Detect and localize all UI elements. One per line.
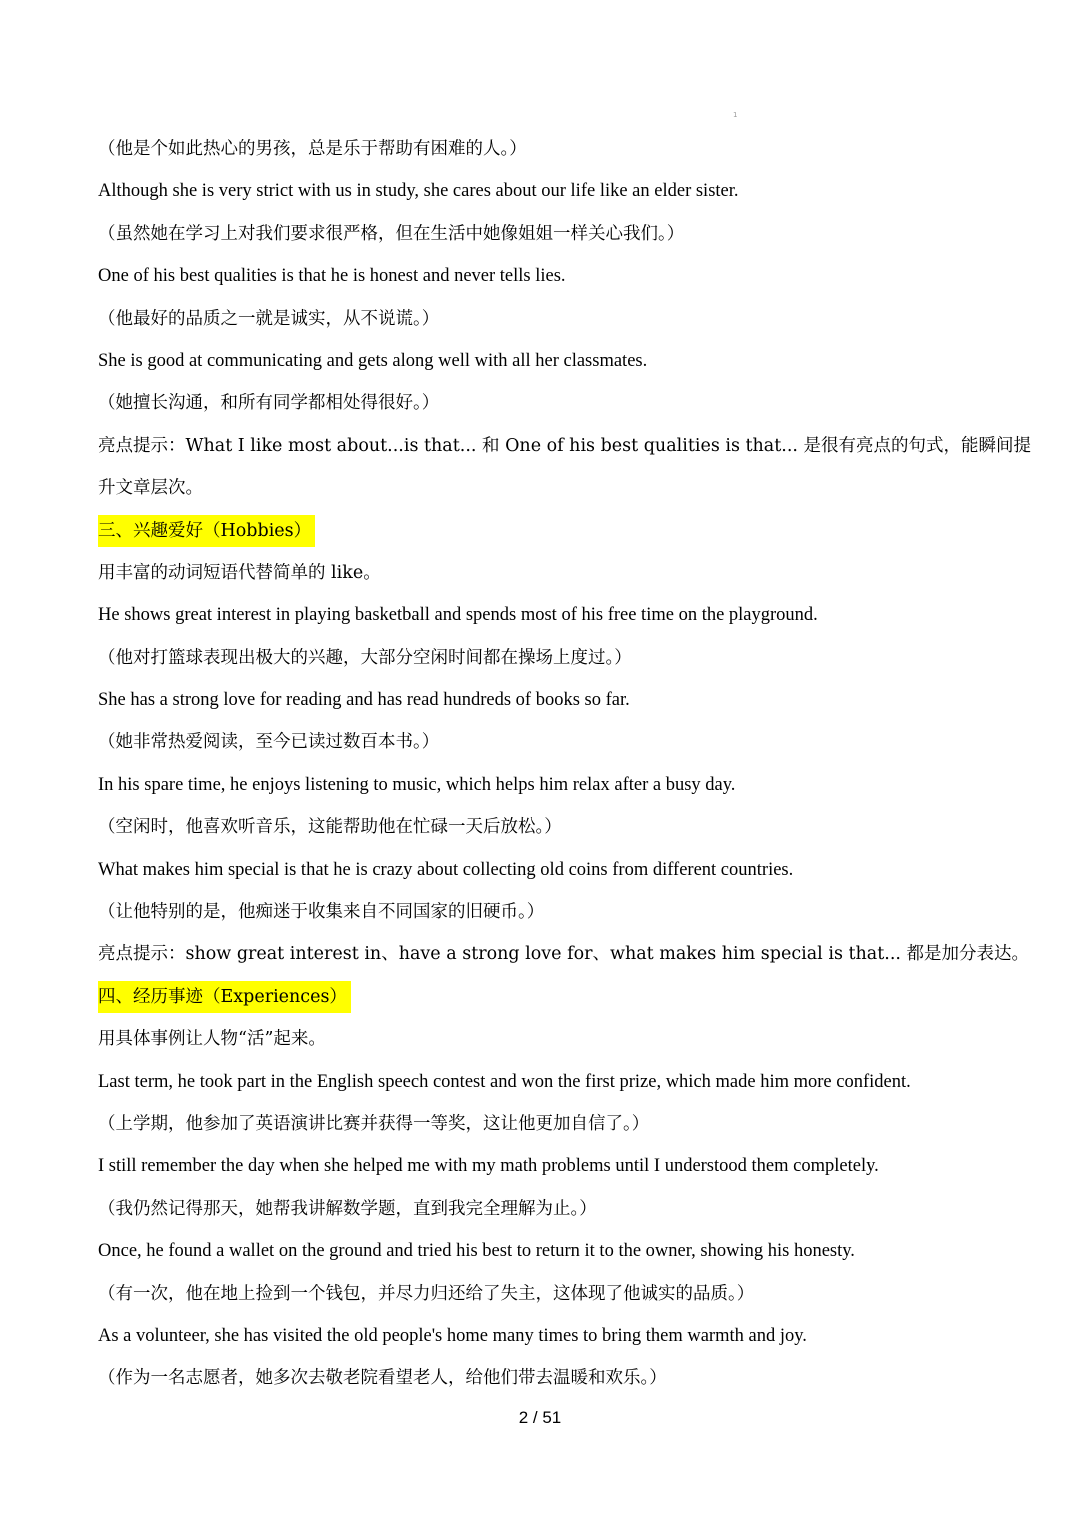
example-sentence: I still remember the day when she helped me with my math problems until I understood them completely. — [98, 1156, 879, 1177]
page-number: 2 / 51 — [518, 1408, 562, 1427]
section-heading-text: 四、经历事迹（Experiences） — [98, 981, 351, 1013]
translation-line: （她非常热爱阅读，至今已读过数百本书。） — [98, 732, 440, 753]
translation-line: （我仍然记得那天，她帮我讲解数学题，直到我完全理解为止。） — [98, 1198, 597, 1219]
example-sentence: She is good at communicating and gets along well with all her classmates. — [98, 350, 648, 371]
translation-line: （空闲时，他喜欢听音乐，这能帮助他在忙碌一天后放松。） — [98, 817, 562, 838]
section-heading-experiences — [98, 976, 998, 1018]
translation-line: （他是个如此热心的男孩，总是乐于帮助有困难的人。） — [98, 139, 527, 159]
example-sentence: What makes him special is that he is crazy about collecting old coins from different countries. — [98, 859, 794, 880]
translation-line: （有一次，他在地上捡到一个钱包，并尽力归还给了失主，这体现了他诚实的品质。） — [98, 1283, 755, 1304]
translation-line: （让他特别的是，他痴迷于收集来自不同国家的旧硬币。） — [98, 902, 545, 923]
corner-mark: 1 — [733, 111, 738, 119]
example-sentence: One of his best qualities is that he is honest and never tells lies. — [98, 266, 566, 287]
section-heading-text: 三、兴趣爱好（Hobbies） — [98, 515, 315, 547]
example-sentence: In his spare time, he enjoys listening to music, which helps him relax after a busy day. — [98, 774, 736, 795]
example-sentence: She has a strong love for reading and has read hundreds of books so far. — [98, 690, 630, 711]
highlight-tip: 亮点提示：show great interest in、have a strong love for、what makes him special is that... 都是加分表达。 — [98, 944, 1030, 965]
section-heading-hobbies — [98, 510, 998, 552]
example-sentence: Once, he found a wallet on the ground and tried his best to return it to the owner, showing his honesty. — [98, 1241, 855, 1262]
translation-line: （上学期，他参加了英语演讲比赛并获得一等奖，这让他更加自信了。） — [98, 1113, 650, 1134]
example-sentence: Although she is very strict with us in study, she cares about our life like an elder sister. — [98, 181, 739, 202]
example-sentence: He shows great interest in playing basketball and spends most of his free time on the playground. — [98, 605, 818, 626]
translation-line: （他对打篮球表现出极大的兴趣，大部分空闲时间都在操场上度过。） — [98, 647, 632, 668]
translation-line: （她擅长沟通，和所有同学都相处得很好。） — [98, 393, 440, 414]
example-sentence: Last term, he took part in the English speech contest and won the first prize, which made him more confident. — [98, 1071, 911, 1092]
document-body — [98, 128, 1032, 1400]
section-intro: 用具体事例让人物“活”起来。 — [98, 1029, 326, 1050]
highlight-tip: 亮点提示：What I like most about...is that... 和 One of his best qualities is that... 是很有亮点的句式，能瞬间提 — [98, 435, 1032, 456]
translation-line: （他最好的品质之一就是诚实，从不说谎。） — [98, 308, 440, 329]
section-intro: 用丰富的动词短语代替简单的 like。 — [98, 562, 381, 583]
highlight-tip-continued: 升文章层次。 — [98, 478, 203, 499]
translation-line: （作为一名志愿者，她多次去敬老院看望老人，给他们带去温暖和欢乐。） — [98, 1368, 667, 1389]
example-sentence: As a volunteer, she has visited the old people's home many times to bring them warmth and joy. — [98, 1325, 807, 1346]
translation-line: （虽然她在学习上对我们要求很严格，但在生活中她像姐姐一样关心我们。） — [98, 223, 685, 244]
